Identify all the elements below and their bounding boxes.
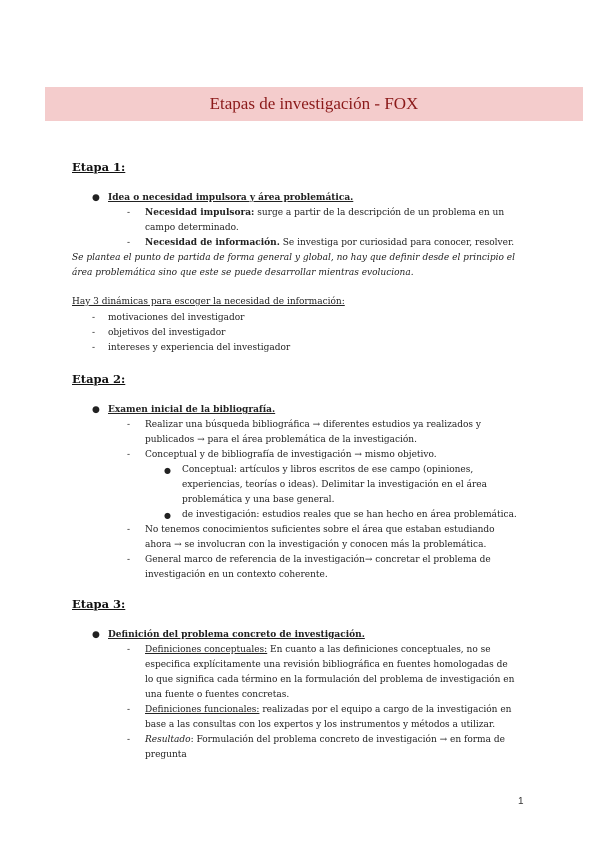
d2-label: Definiciones funcionales: <box>145 705 260 715</box>
stage-3-heading: Etapa 3: <box>72 597 126 611</box>
dynamics-item: intereses y experiencia del investigador <box>108 343 291 353</box>
dash: - <box>127 238 131 248</box>
stage-1-heading: Etapa 1: <box>72 160 126 174</box>
stage-2-ss2: de investigación: estudios reales que se han hecho en área problemática. <box>182 510 517 520</box>
sub2-text: Se investiga por curiosidad para conocer, resolver. <box>279 238 515 248</box>
dash: - <box>92 313 96 323</box>
stage-2-s1a: Realizar una búsqueda bibliográfica → diferentes estudios ya realizados y <box>145 420 481 430</box>
dash: - <box>127 645 131 655</box>
stage-3-d2a <box>145 703 527 718</box>
stage-3-d3a <box>145 733 527 748</box>
stage-3-d1c: lo que significa cada término en la formulación del problema de investigación en <box>145 675 515 685</box>
stage-3-bullet-label: Definición del problema concreto de investigación. <box>108 630 365 640</box>
dash: - <box>127 208 131 218</box>
sub1-label: Necesidad impulsora: <box>145 208 255 218</box>
d2-text: realizadas por el equipo a cargo de la investigación en <box>259 705 512 715</box>
stage-2-ss1a: Conceptual: artículos y libros escritos de ese campo (opiniones, <box>182 465 474 475</box>
dash: - <box>127 555 131 565</box>
stage-2-ss1c: problemática y una base general. <box>182 495 335 505</box>
dash: - <box>127 525 131 535</box>
dynamics-item: motivaciones del investigador <box>108 313 245 323</box>
stage-2-ss1b: experiencias, teorías o ideas). Delimitar la investigación en el área <box>182 480 487 490</box>
stage-2-bullet <box>108 403 275 418</box>
bullet-dot: ● <box>164 466 171 475</box>
stage-1-sub1-cont: campo determinado. <box>145 223 239 233</box>
stage-2-s4b: investigación en un contexto coherente. <box>145 570 328 580</box>
sub2-label: Necesidad de información. <box>145 238 280 248</box>
dash: - <box>92 328 96 338</box>
stage-1-bullet <box>108 191 353 206</box>
dynamics-item: objetivos del investigador <box>108 328 226 338</box>
bullet-dot: ● <box>164 511 171 520</box>
stage-2-s2: Conceptual y de bibliografía de investigación → mismo objetivo. <box>145 450 437 460</box>
page-title: Etapas de investigación - FOX <box>209 94 419 113</box>
stage-3-d2b: base a las consultas con los expertos y los instrumentos y métodos a utilizar. <box>145 720 496 730</box>
dynamics-heading: Hay 3 dinámicas para escoger la necesidad de información: <box>72 297 345 307</box>
title-band <box>45 87 583 121</box>
d3-label: Resultado <box>145 735 191 745</box>
dash: - <box>92 343 96 353</box>
stage-1-note-a: Se plantea el punto de partida de forma general y global, no hay que definir desde el principio el <box>72 253 515 263</box>
dash: - <box>127 705 131 715</box>
stage-2-s3a: No tenemos conocimientos suficientes sobre el área que estaban estudiando <box>145 525 495 535</box>
dash: - <box>127 735 131 745</box>
bullet-dot: ● <box>92 405 100 415</box>
stage-2-heading: Etapa 2: <box>72 372 126 386</box>
stage-2-s1b: publicados → para el área problemática de la investigación. <box>145 435 417 445</box>
page-number: 1 <box>518 796 524 807</box>
stage-3-d3b: pregunta <box>145 750 187 760</box>
d3-text: : Formulación del problema concreto de investigación → en forma de <box>190 735 505 745</box>
bullet-dot: ● <box>92 630 100 640</box>
stage-2-s3b: ahora → se involucran con la investigación y conocen más la problemática. <box>145 540 487 550</box>
stage-3-d1b: especifica explícitamente una revisión bibliográfica en fuentes homologadas de <box>145 660 508 670</box>
stage-2-s4a: General marco de referencia de la investigación→ concretar el problema de <box>145 555 491 565</box>
stage-1-bullet-label: Idea o necesidad impulsora y área problemática. <box>108 193 354 203</box>
stage-1-sub2 <box>145 236 514 251</box>
dash: - <box>127 450 131 460</box>
stage-3-d1d: una fuente o fuentes concretas. <box>145 690 290 700</box>
dash: - <box>127 420 131 430</box>
d1-label: Definiciones conceptuales: <box>145 645 268 655</box>
sub1-text: surge a partir de la descripción de un problema en un <box>254 208 505 218</box>
stage-3-bullet <box>108 628 365 643</box>
bullet-dot: ● <box>92 193 100 203</box>
stage-1-sub1 <box>145 206 527 221</box>
d1-text: En cuanto a las definiciones conceptuales, no se <box>267 645 491 655</box>
stage-1-note-b: área problemática sino que este se puede desarrollar mientras evoluciona. <box>72 268 414 278</box>
stage-2-bullet-label: Examen inicial de la bibliografía. <box>108 405 276 415</box>
stage-3-d1a <box>145 643 527 658</box>
